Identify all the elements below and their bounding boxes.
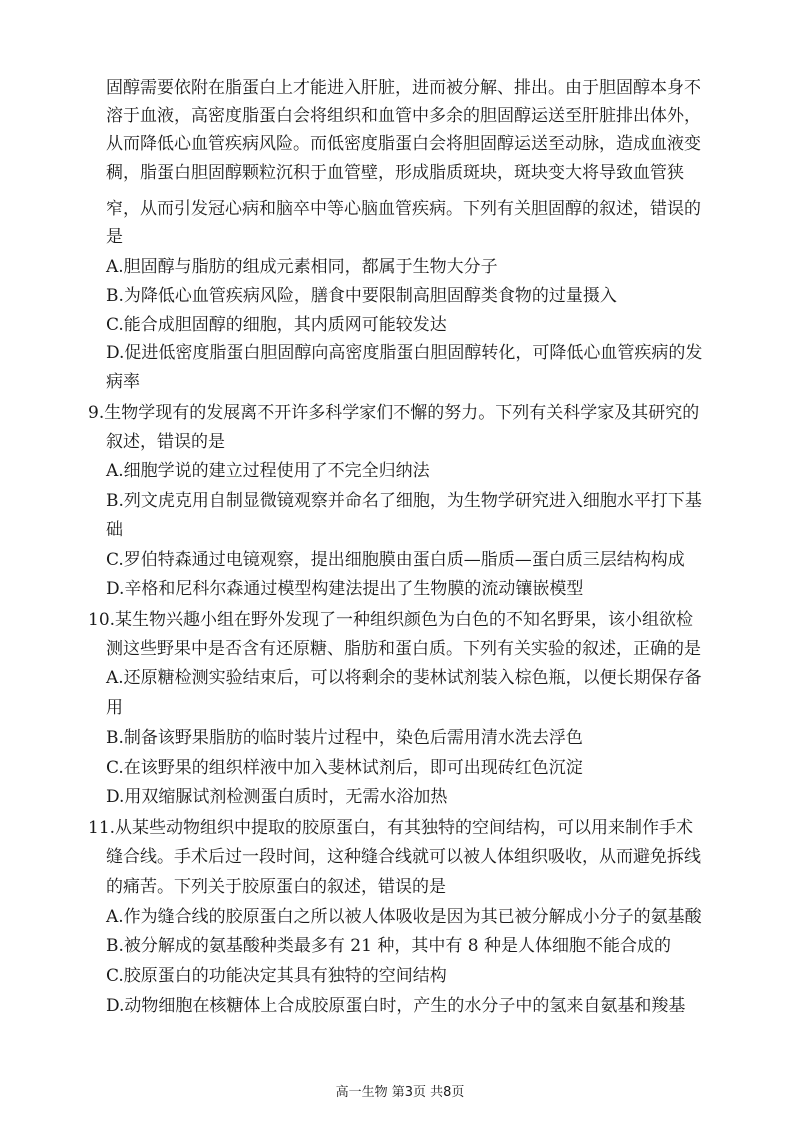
q11-option-c: C.胶原蛋白的功能决定其具有独特的空间结构: [106, 966, 447, 986]
q9-stem-line: 9.生物学现有的发展离不开许多科学家们不懈的努力。下列有关科学家及其研究的: [88, 403, 700, 423]
q8-stem-line: 是: [106, 227, 123, 247]
q11-option-b: B.被分解成的氨基酸种类最多有 21 种，其中有 8 种是人体细胞不能合成的: [106, 936, 671, 956]
q11-stem-line: 11.从某些动物组织中提取的胶原蛋白，有其独特的空间结构，可以用来制作手术: [88, 818, 694, 838]
q10-option-a: A.还原糖检测实验结束后，可以将剩余的斐林试剂装入棕色瓶，以便长期保存备: [106, 668, 702, 688]
q10-option-c: C.在该野果的组织样液中加入斐林试剂后，即可出现砖红色沉淀: [106, 758, 583, 778]
q11-option-a: A.作为缝合线的胶原蛋白之所以被人体吸收是因为其已被分解成小分子的氨基酸: [106, 907, 702, 927]
q9-stem-line: 叙述，错误的是: [106, 432, 225, 452]
q11-stem-line: 的痛苦。下列关于胶原蛋白的叙述，错误的是: [106, 877, 446, 897]
q8-stem-line: 从而降低心血管疾病风险。而低密度脂蛋白会将胆固醇运送至动脉，造成血液变: [106, 134, 701, 154]
q8-option-a: A.胆固醇与脂肪的组成元素相同，都属于生物大分子: [106, 257, 498, 277]
q9-option-b: B.列文虎克用自制显微镜观察并命名了细胞，为生物学研究进入细胞水平打下基: [106, 491, 702, 511]
q8-stem-line: 溶于血液，高密度脂蛋白会将组织和血管中多余的胆固醇运送至肝脏排出体外，: [106, 106, 701, 126]
q9-option-d: D.辛格和尼科尔森通过模型构建法提出了生物膜的流动镶嵌模型: [106, 579, 584, 599]
page-footer: 高一生物 第3页 共8页: [335, 1085, 465, 1100]
q8-stem-line: 固醇需要依附在脂蛋白上才能进入肝脏，进而被分解、排出。由于胆固醇本身不: [106, 78, 701, 98]
q9-option-b-cont: 础: [106, 520, 123, 540]
q8-option-d-cont: 病率: [106, 372, 140, 392]
q9-option-a: A.细胞学说的建立过程使用了不完全归纳法: [106, 461, 430, 481]
q8-stem-line: 窄，从而引发冠心病和脑卒中等心脑血管疾病。下列有关胆固醇的叙述，错误的: [106, 199, 701, 219]
q8-option-b: B.为降低心血管疾病风险，膳食中要限制高胆固醇类食物的过量摄入: [106, 286, 617, 306]
q10-option-d: D.用双缩脲试剂检测蛋白质时，无需水浴加热: [106, 787, 448, 807]
q8-stem-line: 稠，脂蛋白胆固醇颗粒沉积于血管壁，形成脂质斑块，斑块变大将导致血管狭: [106, 163, 684, 183]
q11-stem-line: 缝合线。手术后过一段时间，这种缝合线就可以被人体组织吸收，从而避免拆线: [106, 847, 701, 867]
q9-option-c: C.罗伯特森通过电镜观察，提出细胞膜由蛋白质—脂质—蛋白质三层结构构成: [106, 550, 685, 570]
q10-option-b: B.制备该野果脂肪的临时装片过程中，染色后需用清水洗去浮色: [106, 728, 583, 748]
q10-option-a-cont: 用: [106, 698, 123, 718]
q8-option-c: C.能合成胆固醇的细胞，其内质网可能较发达: [106, 315, 447, 335]
q8-option-d: D.促进低密度脂蛋白胆固醇向高密度脂蛋白胆固醇转化，可降低心血管疾病的发: [106, 343, 703, 363]
q11-option-d: D.动物细胞在核糖体上合成胶原蛋白时，产生的水分子中的氢来自氨基和羧基: [106, 996, 686, 1016]
q10-stem-line: 测这些野果中是否含有还原糖、脂肪和蛋白质。下列有关实验的叙述，正确的是: [106, 639, 701, 659]
q10-stem-line: 10.某生物兴趣小组在野外发现了一种组织颜色为白色的不知名野果，该小组欲检: [88, 610, 694, 630]
